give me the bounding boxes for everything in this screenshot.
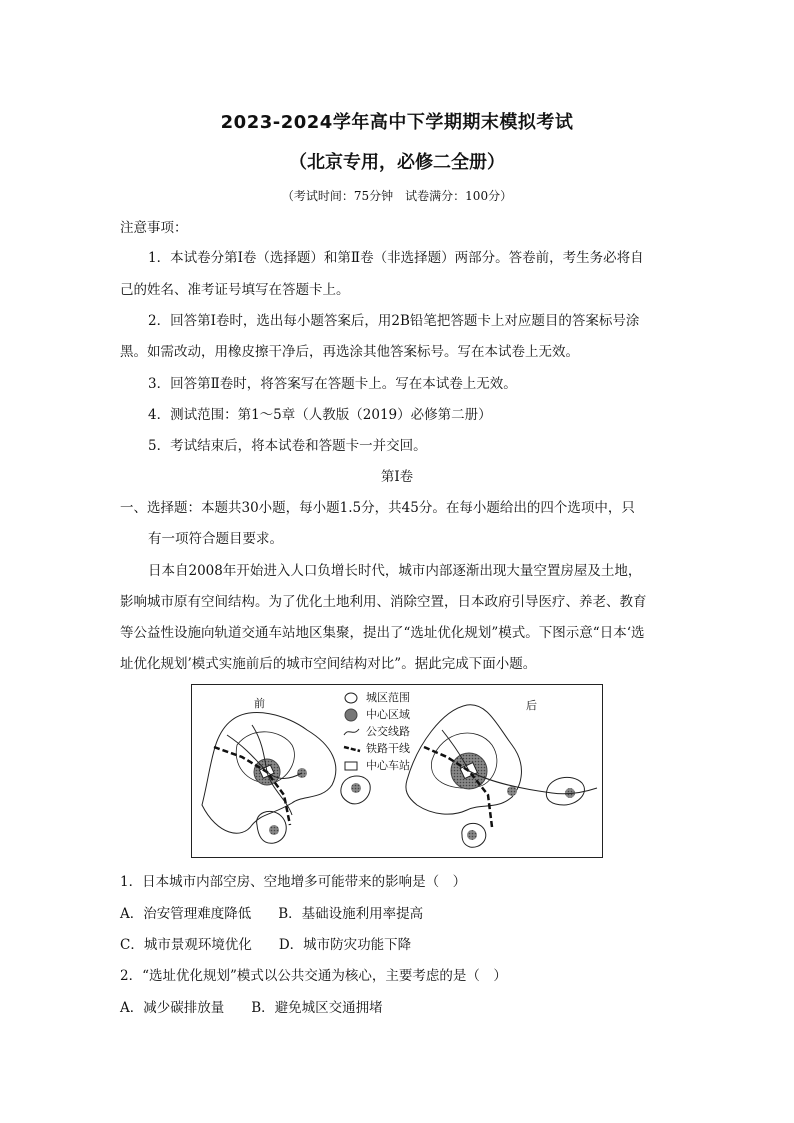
legend-railway-label: 铁路干线 xyxy=(366,742,410,755)
before-railway xyxy=(214,747,290,825)
notice-item-5: 5．考试结束后，将本试卷和答题卡一并交回。 xyxy=(148,438,427,454)
urban-structure-figure xyxy=(191,684,603,858)
before-sub-center-2 xyxy=(351,783,361,793)
notice-item-4: 4．测试范围：第1～5章（人教版（2019）必修第二册） xyxy=(148,407,492,423)
legend-railway xyxy=(342,740,452,757)
passage-line-4: 址优化规划’模式实施前后的城市空间结构对比”。据此完成下面小题。 xyxy=(120,656,537,672)
exam-title: 2023-2024学年高中下学期期末模拟考试 xyxy=(220,112,574,133)
before-sub-center-3 xyxy=(269,825,279,835)
after-label: 后 xyxy=(526,699,537,712)
before-label: 前 xyxy=(254,697,265,710)
center-area-icon xyxy=(342,708,362,722)
after-bus-line-1 xyxy=(469,771,597,794)
notice-heading: 注意事项： xyxy=(120,220,188,236)
question-2-stem: 2．“选址优化规划”模式以公共交通为核心，主要考虑的是（ ） xyxy=(120,968,507,984)
urban-area-icon xyxy=(342,691,362,705)
question-1-stem: 1．日本城市内部空房、空地增多可能带来的影响是（ ） xyxy=(120,874,467,890)
notice-item-2-line-2: 黑。如需改动，用橡皮擦干净后，再选涂其他答案标号。写在本试卷上无效。 xyxy=(120,344,579,360)
volume-heading: 第Ⅰ卷 xyxy=(380,469,414,485)
notice-item-2-line-1: 2．回答第Ⅰ卷时，选出每小题答案后，用2B铅笔把答题卡上对应题目的答案标号涂 xyxy=(148,313,640,329)
legend-urban-area xyxy=(342,689,452,706)
center-station-icon xyxy=(342,759,362,773)
map-legend xyxy=(342,689,452,774)
legend-bus-line xyxy=(342,723,452,740)
bus-line-icon xyxy=(342,725,362,739)
legend-bus-line-label: 公交线路 xyxy=(366,725,410,738)
section-instruction-line-1: 一、选择题：本题共30小题，每小题1.5分，共45分。在每小题给出的四个选项中，只 xyxy=(120,500,635,516)
legend-center-station xyxy=(342,757,452,774)
question-2-options-ab: A．减少碳排放量 B．避免城区交通拥堵 xyxy=(120,1000,383,1016)
railway-icon xyxy=(342,742,362,756)
after-sub-center-1 xyxy=(507,786,517,796)
legend-center-area-label: 中心区域 xyxy=(366,708,410,721)
question-1-options-cd: C．城市景观环境优化 D．城市防灾功能下降 xyxy=(120,937,412,953)
exam-subtitle: （北京专用，必修二全册） xyxy=(289,152,505,173)
legend-center-area xyxy=(342,706,452,723)
passage-line-1: 日本自2008年开始进入人口负增长时代，城市内部逐渐出现大量空置房屋及土地， xyxy=(148,563,642,579)
passage-line-3: 等公益性设施向轨道交通车站地区集聚，提出了“选址优化规划”模式。下图示意“日本‘选 xyxy=(120,625,645,641)
exam-info: （考试时间：75分钟 试卷满分：100分） xyxy=(281,189,513,203)
notice-item-1-line-2: 己的姓名、准考证号填写在答题卡上。 xyxy=(120,282,350,298)
after-sub-center-3 xyxy=(467,830,477,840)
legend-center-station-label: 中心车站 xyxy=(366,759,410,772)
legend-urban-area-label: 城区范围 xyxy=(366,691,410,704)
passage-line-2: 影响城市原有空间结构。为了优化土地利用、消除空置，日本政府引导医疗、养老、教育 xyxy=(120,594,647,610)
notice-item-1-line-1: 1．本试卷分第Ⅰ卷（选择题）和第Ⅱ卷（非选择题）两部分。答卷前，考生务必将自 xyxy=(148,250,644,266)
notice-item-3: 3．回答第Ⅱ卷时，将答案写在答题卡上。写在本试卷上无效。 xyxy=(148,376,517,392)
section-instruction-line-2: 有一项符合题目要求。 xyxy=(148,531,283,547)
question-1-options-ab: A．治安管理难度降低 B．基础设施利用率提高 xyxy=(120,906,424,922)
